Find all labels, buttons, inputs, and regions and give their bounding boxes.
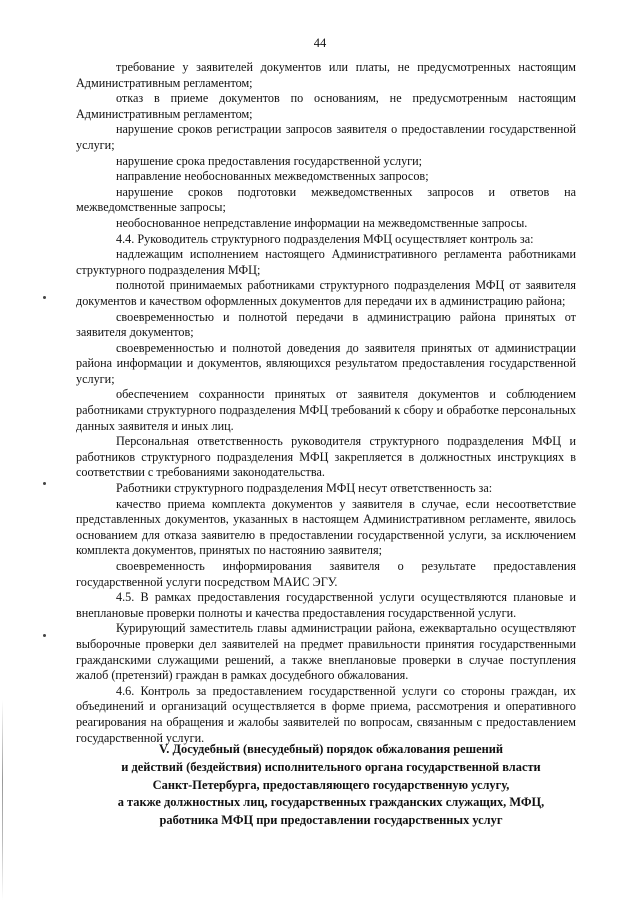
scan-mark bbox=[43, 634, 46, 637]
section-heading-line: а также должностных лиц, государственных гражданских служащих, МФЦ, bbox=[117, 795, 545, 810]
scan-mark bbox=[43, 296, 46, 299]
paragraph: 4.4. Руководитель структурного подразделения МФЦ осуществляет контроль за: bbox=[116, 231, 534, 246]
paragraph: Курирующий заместитель главы администрации района, ежеквартально осуществляют выборочные проверки дел заявителей на предмет правильности принятия государственными гражданскими служащими решений, а также внеплановые проверки в случае поступления жалоб (претензий) граждан в рамках досудебного обжалования. bbox=[76, 621, 576, 683]
section-heading-line: Санкт-Петербурга, предоставляющего государственную услугу, bbox=[152, 777, 510, 792]
paragraph: нарушение срока предоставления государственной услуги; bbox=[116, 153, 423, 168]
paragraph: требование у заявителей документов или платы, не предусмотренных настоящим Административным регламентом; bbox=[76, 60, 576, 90]
paragraph: своевременность информирования заявителя о результате предоставления государственной услуги посредством МАИС ЭГУ. bbox=[76, 559, 576, 589]
scan-edge bbox=[2, 700, 3, 900]
paragraph: Работники структурного подразделения МФЦ несут ответственность за: bbox=[116, 481, 493, 496]
paragraph: своевременностью и полнотой передачи в администрацию района принятых от заявителя документов; bbox=[76, 309, 576, 340]
paragraph: обеспечением сохранности принятых от заявителя документов и соблюдением работниками структурного подразделения МФЦ требований к сбору и обработке персональных данных заявителя и иных лиц. bbox=[76, 387, 576, 433]
paragraph: качество приема комплекта документов у заявителя в случае, если несоответствие представленных документов, указанных в настоящем Административном регламенте, явилось основанием для отказа заявителю в предоставлении государственной услуги, за исключением комплекта документов, принятых по настоянию заявителя; bbox=[76, 496, 576, 558]
paragraph: 4.5. В рамках предоставления государственной услуги осуществляются плановые и внеплановые проверки полноты и качества предоставления государственной услуги. bbox=[76, 590, 576, 620]
paragraph: полнотой принимаемых работниками структурного подразделения МФЦ от заявителя документов и качеством оформленных документов для передачи их в администрацию района; bbox=[76, 278, 576, 308]
paragraph: своевременностью и полнотой доведения до заявителя принятых от администрации района информации и документов, являющихся результатом предоставления государственной услуги; bbox=[76, 340, 576, 386]
page-number: 44 bbox=[313, 36, 327, 50]
paragraph: Персональная ответственность руководителя структурного подразделения МФЦ и работников структурного подразделения МФЦ закрепляется в должностных инструкциях в соответствии с требованиями законодательства. bbox=[76, 434, 576, 480]
paragraph: нарушение сроков подготовки межведомственных запросов и ответов на межведомственные запросы; bbox=[76, 184, 576, 215]
paragraph: необоснованное непредставление информации на межведомственные запросы. bbox=[116, 215, 528, 230]
scan-mark bbox=[43, 482, 46, 485]
paragraph: 4.6. Контроль за предоставлением государственной услуги со стороны граждан, их объединений и организаций осуществляется в форме приема, рассмотрения и оперативного реагирования на обращения и жалобы заявителей по вопросам, связанным с предоставлением государственной услуги. bbox=[76, 683, 576, 745]
paragraph: нарушение сроков регистрации запросов заявителя о предоставлении государственной услуги; bbox=[76, 122, 576, 152]
paragraph: надлежащим исполнением настоящего Административного регламента работниками структурного подразделения МФЦ; bbox=[76, 247, 576, 277]
section-heading-line: и действий (бездействия) исполнительного органа государственной власти bbox=[121, 759, 541, 774]
document-body bbox=[76, 60, 576, 746]
section-heading bbox=[96, 741, 566, 830]
paragraph: направление необоснованных межведомственных запросов; bbox=[116, 169, 429, 184]
section-heading-line: работника МФЦ при предоставлении государственных услуг bbox=[159, 813, 503, 828]
section-heading-line: V. Досудебный (внесудебный) порядок обжалования решений bbox=[158, 742, 504, 756]
paragraph: отказ в приеме документов по основаниям, не предусмотренным настоящим Административным регламентом; bbox=[76, 91, 576, 121]
